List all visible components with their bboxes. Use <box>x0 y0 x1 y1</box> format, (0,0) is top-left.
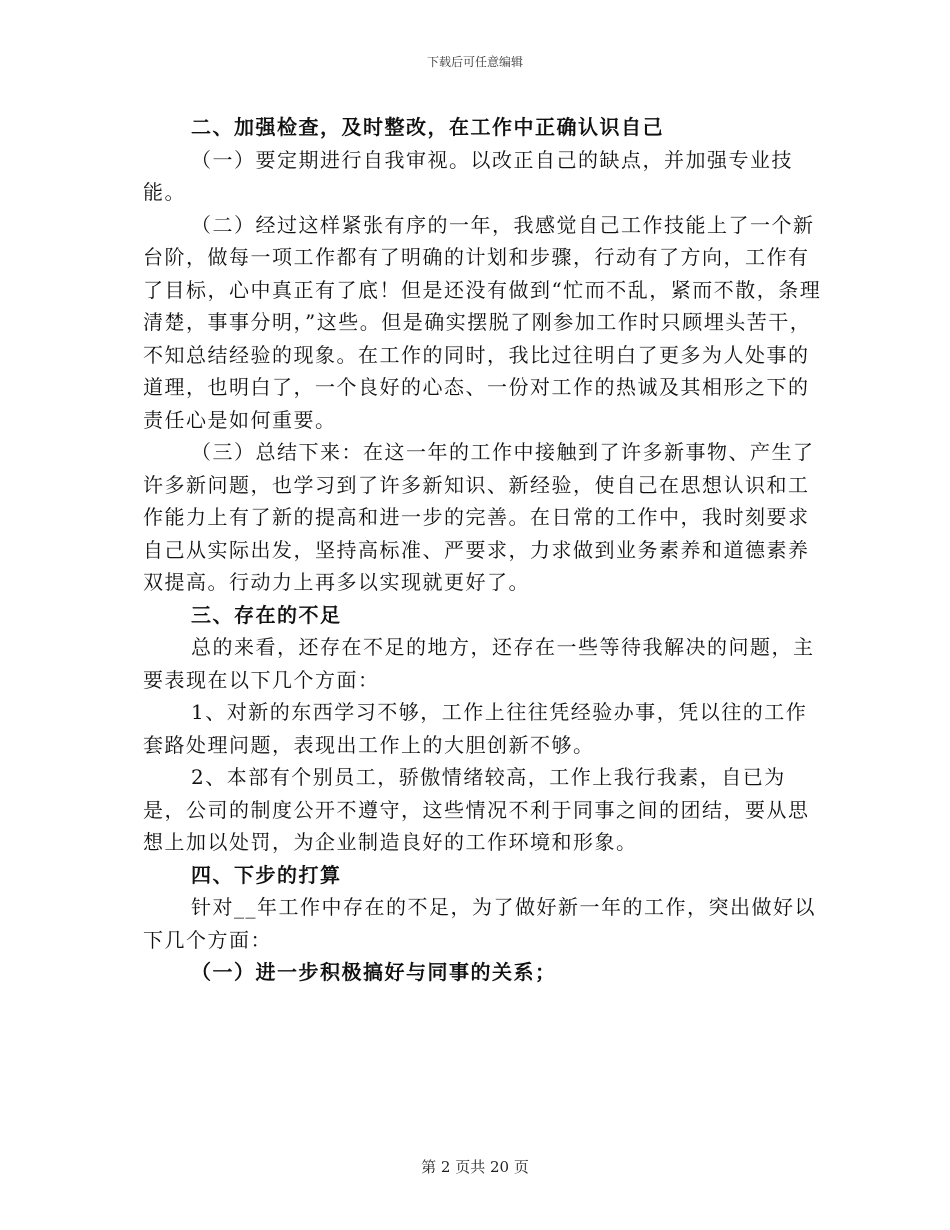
paragraph: 针对__年工作中存在的不足，为了做好新一年的工作，突出做好以下几个方面： <box>143 895 816 952</box>
section-heading: 二、加强检查，及时整改，在工作中正确认识自己 <box>191 115 664 139</box>
paragraph: （三）总结下来：在这一年的工作中接触到了许多新事物、产生了许多新问题，也学习到了许多新知识、新经验，使自己在思想认识和工作能力上有了新的提高和进一步的完善。在日常的工作中，我时刻要求自己从实际出发，坚持高标准、严要求，力求做到业务素养和道德素养双提高。行动力上再多以实现就更好了。 <box>143 440 815 594</box>
paragraph: 1、对新的东西学习不够，工作上往往凭经验办事，凭以往的工作套路处理问题，表现出工作上的大胆创新不够。 <box>143 700 808 757</box>
paragraph: （二）经过这样紧张有序的一年，我感觉自己工作技能上了一个新台阶，做每一项工作都有了明确的计划和步骤，行动有了方向，工作有了目标，心中真正有了底！但是还没有做到“忙而不乱，紧而不散，条理清楚，事事分明，”这些。但是确实摆脱了刚参加工作时只顾埋头苦干，不知总结经验的现象。在工作的同时，我比过往明白了更多为人处事的道理，也明白了，一个良好的心态、一份对工作的热诚及其相形之下的责任心是如何重要。 <box>143 212 822 432</box>
page-number: 第 2 页共 20 页 <box>421 1158 529 1176</box>
section-heading: 四、下步的打算 <box>191 862 342 887</box>
subsection-heading: （一）进一步积极搞好与同事的关系； <box>191 960 557 984</box>
paragraph: （一）要定期进行自我审视。以改正自己的缺点，并加强专业技能。 <box>143 147 793 204</box>
paragraph: 2、本部有个别员工，骄傲情绪较高，工作上我行我素，自已为是，公司的制度公开不遵守，这些情况不利于同事之间的团结，要从思想上加以处罚，为企业制造良好的工作环境和形象。 <box>143 765 810 854</box>
paragraph: 总的来看，还存在不足的地方，还存在一些等待我解决的问题，主要表现在以下几个方面： <box>143 635 815 692</box>
section-heading: 三、存在的不足 <box>191 602 342 627</box>
document-body <box>143 111 823 989</box>
page-header: 下载后可任意编辑 <box>426 55 523 69</box>
